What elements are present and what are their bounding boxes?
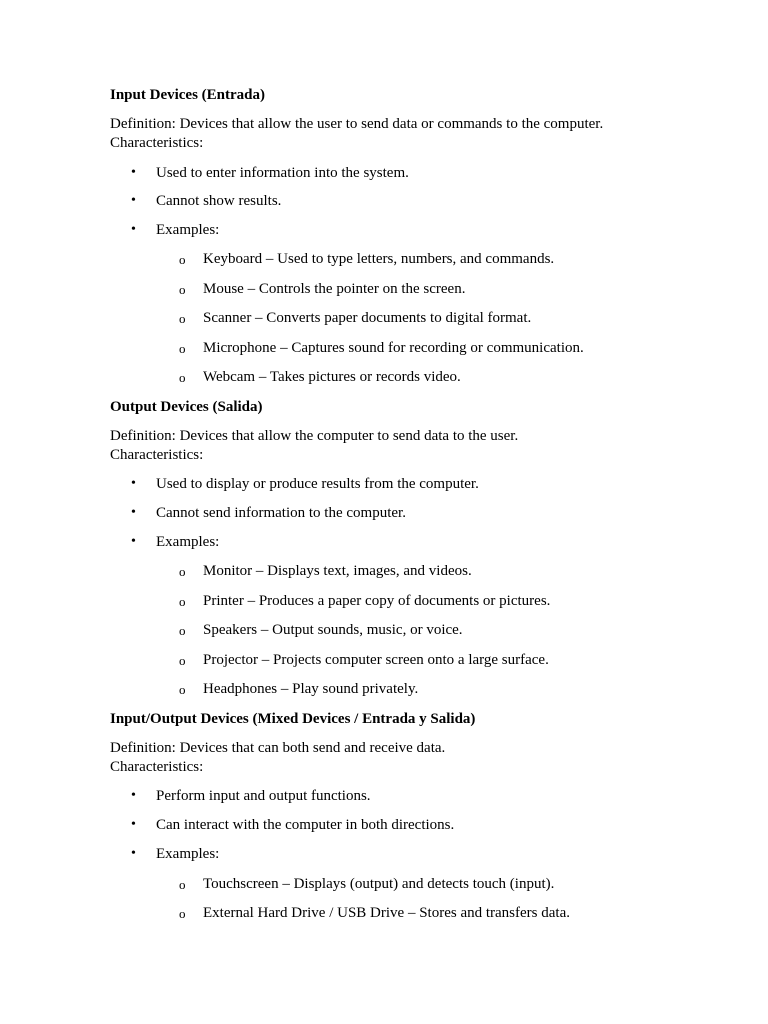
example-text: Microphone – Captures sound for recording or communication. [203,340,584,356]
bullet-text: Examples: [156,534,220,550]
sub-bullet-marker: o [179,341,186,356]
section-definition-io-devices [110,739,445,777]
example-text: External Hard Drive / USB Drive – Stores and transfers data. [203,905,570,921]
section-definition-input-devices [110,115,603,153]
example-text: Monitor – Displays text, images, and videos. [203,563,472,579]
bullet-text: Cannot send information to the computer. [156,505,406,521]
sub-bullet-marker: o [179,370,186,385]
bullet-text: Perform input and output functions. [156,788,371,804]
sub-bullet-marker: o [179,623,186,638]
bullet-text: Cannot show results. [156,193,282,209]
sub-bullet-marker: o [179,594,186,609]
definition-text: Definition: Devices that allow the user to send data or commands to the computer. [110,116,604,132]
sub-bullet-marker: o [179,653,186,668]
bullet-marker: • [131,817,136,832]
section-heading-output-devices: Output Devices (Salida) [110,399,263,415]
definition-text: Definition: Devices that allow the computer to send data to the user. [110,428,519,444]
sub-bullet-marker: o [179,906,186,921]
definition-text: Definition: Devices that can both send and receive data. [110,740,446,756]
example-text: Mouse – Controls the pointer on the screen. [203,281,466,297]
bullet-text: Can interact with the computer in both directions. [156,817,455,833]
section-definition-output-devices [110,427,518,465]
bullet-marker: • [131,165,136,180]
bullet-marker: • [131,534,136,549]
example-text: Webcam – Takes pictures or records video. [203,369,461,385]
example-text: Headphones – Play sound privately. [203,681,419,697]
example-text: Projector – Projects computer screen onto a large surface. [203,652,549,668]
sub-bullet-marker: o [179,877,186,892]
sub-bullet-marker: o [179,252,186,267]
characteristics-label: Characteristics: [110,447,204,463]
example-text: Scanner – Converts paper documents to digital format. [203,310,532,326]
bullet-marker: • [131,193,136,208]
example-text: Speakers – Output sounds, music, or voice. [203,622,463,638]
bullet-marker: • [131,788,136,803]
example-text: Keyboard – Used to type letters, numbers, and commands. [203,251,555,267]
bullet-text: Used to display or produce results from the computer. [156,476,479,492]
example-text: Printer – Produces a paper copy of documents or pictures. [203,593,551,609]
bullet-marker: • [131,222,136,237]
bullet-text: Examples: [156,846,220,862]
sub-bullet-marker: o [179,682,186,697]
section-heading-input-devices: Input Devices (Entrada) [110,87,266,103]
bullet-marker: • [131,846,136,861]
section-heading-io-devices: Input/Output Devices (Mixed Devices / Entrada y Salida) [110,711,476,727]
bullet-text: Used to enter information into the system. [156,165,409,181]
bullet-marker: • [131,476,136,491]
sub-bullet-marker: o [179,311,186,326]
example-text: Touchscreen – Displays (output) and detects touch (input). [203,876,555,892]
bullet-marker: • [131,505,136,520]
sub-bullet-marker: o [179,282,186,297]
characteristics-label: Characteristics: [110,135,204,151]
sub-bullet-marker: o [179,564,186,579]
characteristics-label: Characteristics: [110,759,204,775]
bullet-text: Examples: [156,222,220,238]
